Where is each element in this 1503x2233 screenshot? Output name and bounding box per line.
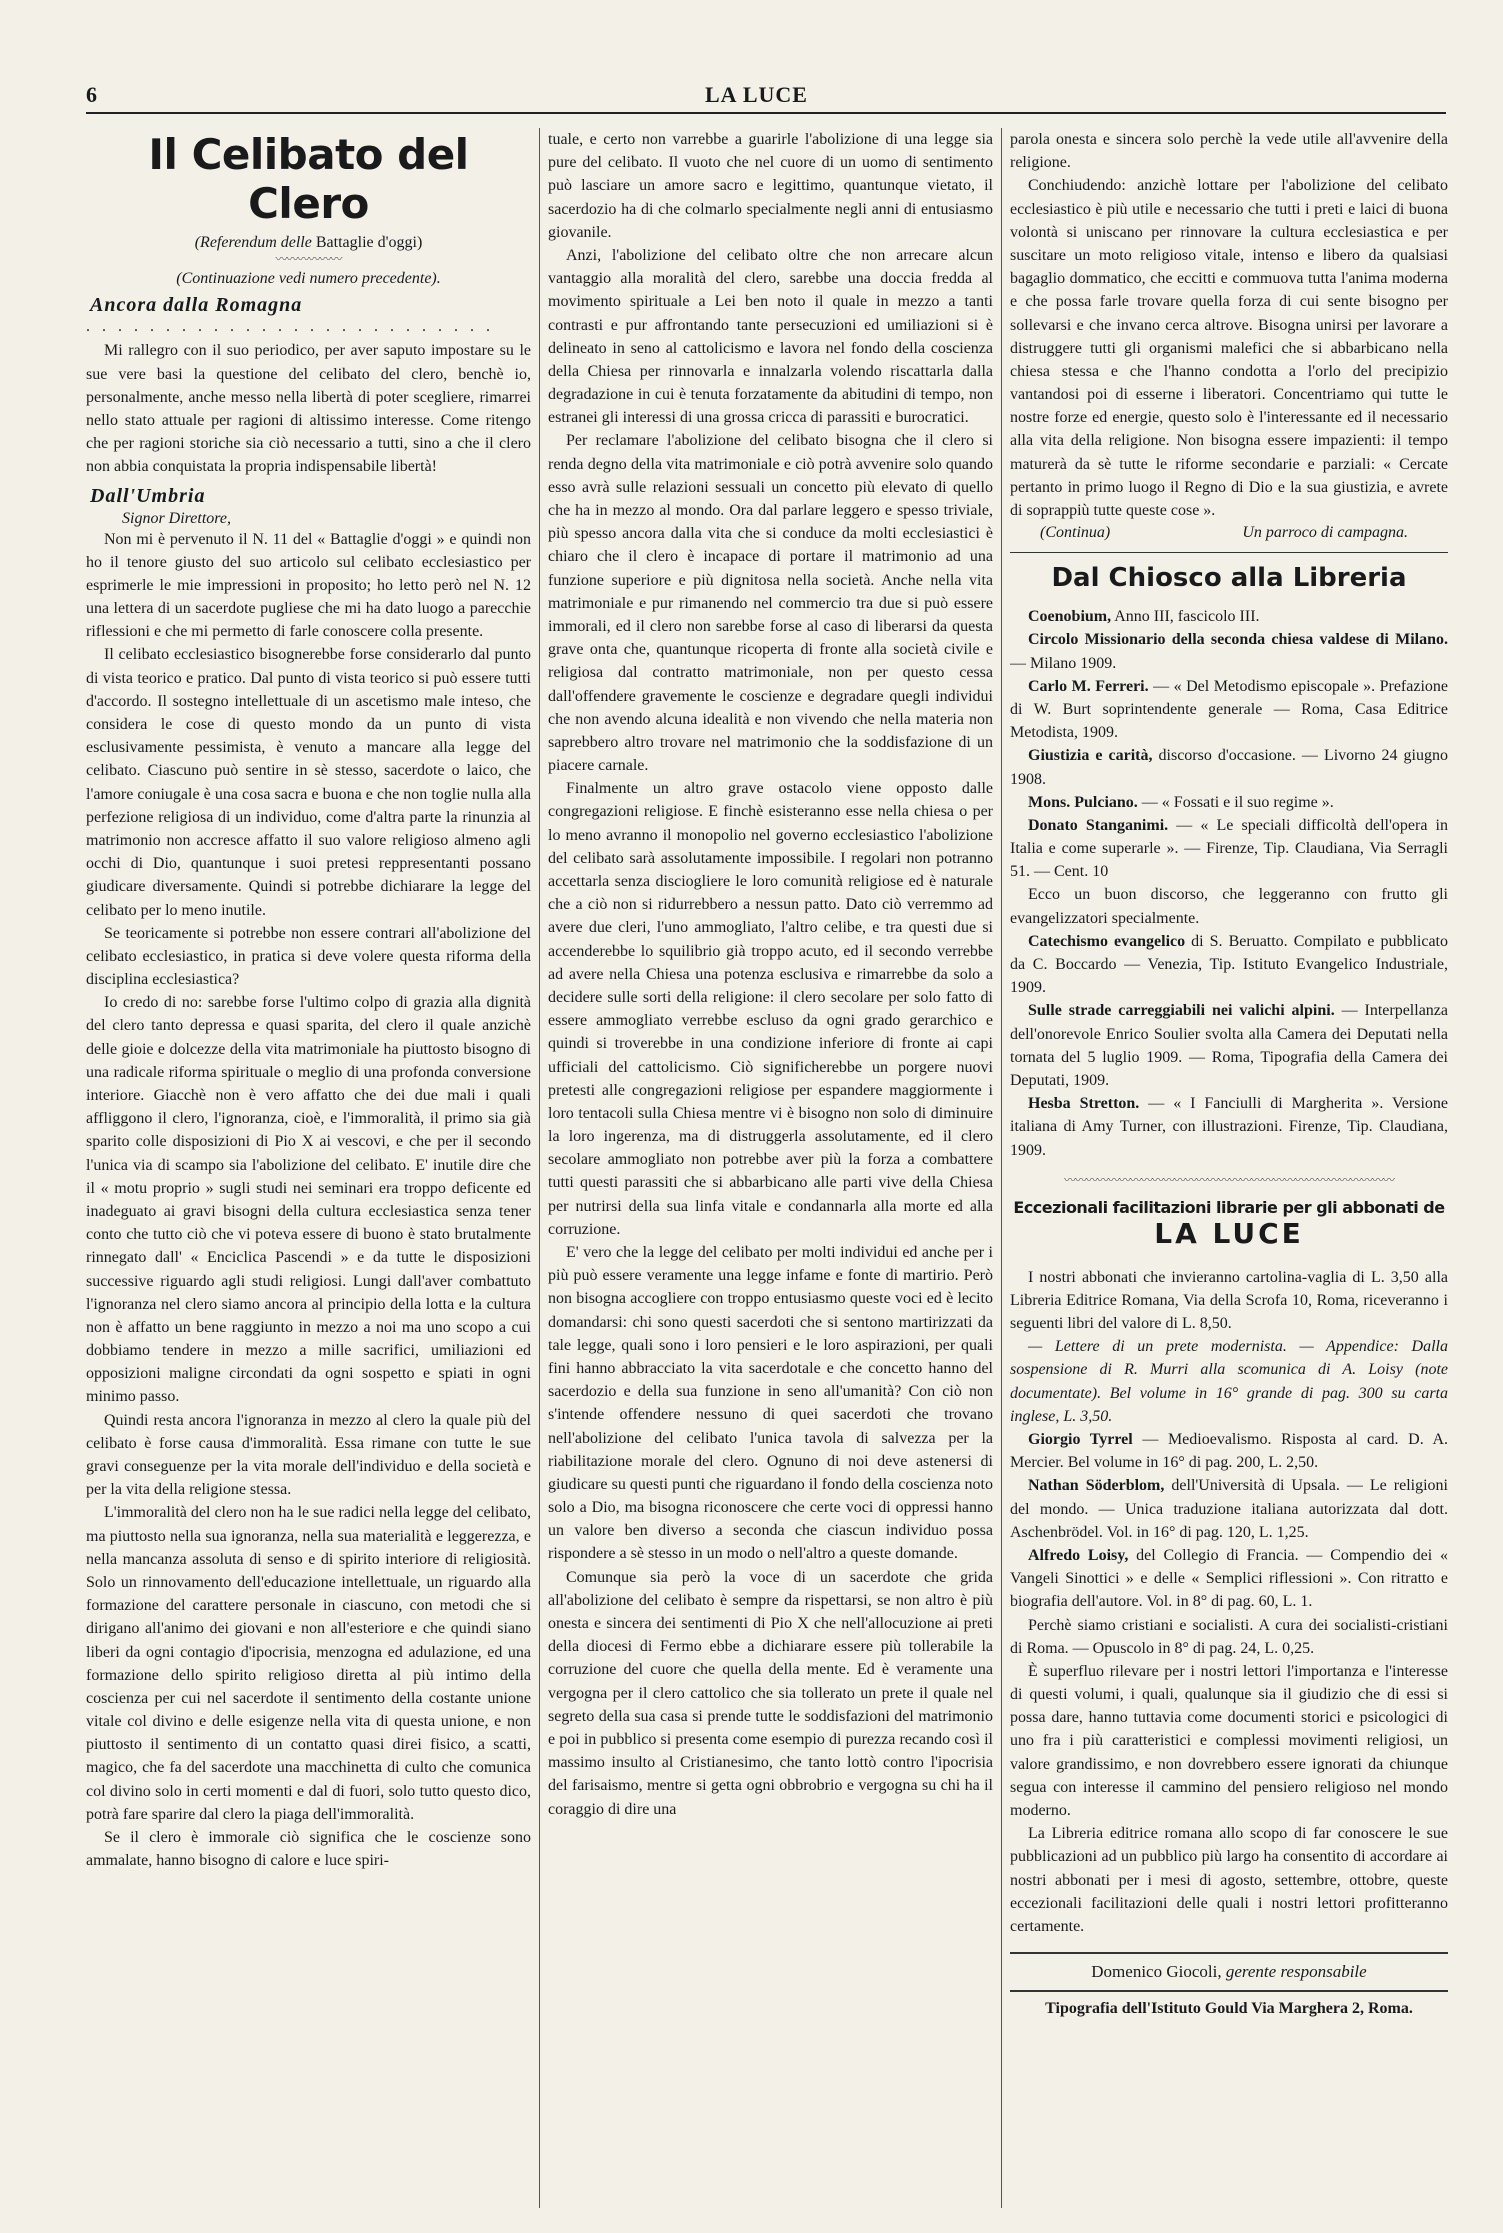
section-title-romagna: Ancora dalla Romagna xyxy=(90,294,303,317)
article-subtitle xyxy=(86,232,531,254)
book-entry: Carlo M. Ferreri. — « Del Metodismo episcopale ». Prefazione di W. Burt soprintendente generale — Roma, Casa Editrice Metodista, 1909. xyxy=(1010,677,1448,742)
book-entry: Mons. Pulciano. — « Fossati e il suo regime ». xyxy=(1028,793,1334,811)
book-entry: Circolo Missionario della seconda chiesa valdese di Milano. — Milano 1909. xyxy=(1010,631,1448,672)
column-1 xyxy=(86,128,531,2208)
column-rule xyxy=(539,128,540,2208)
paragraph: E' vero che la legge del celibato per molti individui ed anche per i più può essere veramente una legge infame e fonte di martirio. Però non bisogna accogliere con troppo entusiasmo queste voci ed è lecito domandarsi: chi sono questi sacerdoti che si sentono martirizzati da tale legge, quali sono i loro pensieri e le loro aspirazioni, per quali fini hanno abbracciato la vita sacerdotale e che concetto hanno del sacerdozio e della sua funzione in seno all'umanità? Con ciò non s'intende offendere nessuno di quei sacerdoti che trovano nell'abolizione del celibato l'unica tavola di salvezza per la riabilitazione morale del clero. Ognuno di noi deve astenersi di giudicare su questi punti che riguardano il fondo della coscienza noto solo a Dio, ma bisogna riconoscere che certe voci di oppressi hanno un valore ben diverso a seconda che ciascun individuo possa rispondere a sè stesso in un modo o nell'altro a queste domande. xyxy=(548,1244,993,1563)
paragraph: Mi rallegro con il suo periodico, per aver saputo impostare su le sue vere basi la questione del celibato del clero, benchè io, personalmente, anche messo nella libertà di poter scegliere, rimarrei nello stato attuale per ragioni di altissimo interesse. Come ritengo che per ragioni storiche sia ciò necessario a tutti, sino a che il clero non abbia conquistata la propria indispensabile libertà! xyxy=(86,342,531,476)
ad-paragraph: La Libreria editrice romana allo scopo di far conoscere le sue pubblicazioni ad un pubblico più largo ha consentito di accordare ai nostri abbonati per i mesi di agosto, settembre, ottobre, queste eccezionali facilitazioni delle quali i nostri lettori profitteranno certamente. xyxy=(1010,1825,1448,1935)
column-2 xyxy=(548,128,993,2208)
article-title: Il Celibato del Clero xyxy=(148,130,469,228)
ad-paragraph: Nathan Söderblom, dell'Università di Upsala. — Le religioni del mondo. — Unica traduzione italiana autorizzata dal dott. Aschenbrödel. Vol. in 16° di pag. 120, L. 1,25. xyxy=(1010,1477,1448,1541)
book-entry: Donato Stanganimi. — « Le speciali difficoltà dell'opera in Italia e come superarle ». — Firenze, Tip. Claudiana, Via Serragli 51. — Cent. 10 xyxy=(1010,816,1448,881)
subtitle-italic: (Referendum delle xyxy=(194,234,312,251)
article-signature xyxy=(1010,524,1448,542)
paragraph: Conchiudendo: anzichè lottare per l'abolizione del celibato ecclesiastico è più utile e necessario che tutti i preti e laici di buona volontà si uniscano per rinnovare la cultura ecclesiastica e per suscitare un moto religioso vitale, intenso e libero da qualsiasi bagaglio dommatico, che eccitti e commuova tutta l'anima moderna e che possa farle trovare quella forza di cui sente bisogno per sollevarsi e che invano cerca altrove. Bisogna unirsi per lavorare a distruggere tutti gli organismi malefici che si abbarbicano nella chiesa stessa e che l'hanno condotta a l'orlo del precipizio vantandosi poi di esserne i liberatori. Concentriamo qui tutte le nostre forze ed energie, questo solo è l'interessante ed il necessario alla vita della religione. Non bisogna essere impazienti: il tempo maturerà da sè tutte le riforme secondarie e parziali: « Cercate pertanto in primo luogo il Regno di Dio e la sua giustizia, e avrete di soprappiù tutte queste cose ». xyxy=(1010,177,1448,519)
divider xyxy=(1010,1952,1448,1954)
columns xyxy=(86,128,1448,2208)
subtitle-rest: Battaglie d'oggi) xyxy=(315,234,423,251)
paragraph: Comunque sia però la voce di un sacerdote che grida all'abolizione del celibato è sempre da rispettarsi, se non altro è più onesta e sincera dei sentimenti di Pio X che nell'allocuzione ai preti della diocesi di Fermo ebbe a dichiarare essere più tollerabile la corruzione del cuore che quella della mente. Ed è veramente una vergogna per il clero cattolico che sia tollerato un prete il quale nel segreto della sua casa si prende tutte le soddisfazioni del matrimonio e poi in pubblico si presenta come esempio di purezza recando così il massimo insulto al Cristianesimo, che tanto lottò contro l'ipocrisia del farisaismo, mentre si getta ogni obbrobrio e vergogna su chi ha il coraggio di dire una xyxy=(548,1568,993,1818)
gerente-line xyxy=(1010,1962,1448,1982)
ad-paragraph: I nostri abbonati che invieranno cartolina-vaglia di L. 3,50 alla Libreria Editrice Romana, Via della Scrofa 10, Roma, riceveranno i seguenti libri del valore di L. 8,50. xyxy=(1010,1268,1448,1333)
ad-heading: Eccezionali facilitazioni librarie per gli abbonati de xyxy=(1013,1197,1445,1217)
divider xyxy=(1010,1990,1448,1992)
paragraph: L'immoralità del clero non ha le sue radici nella legge del celibato, ma piuttosto nella sua ignoranza, nella sua materialità e leggerezza, e nella mancanza assoluta di senso e di spirito interiore di religiosità. Solo un rinnovamento dell'educazione intellettuale, un riguardo alla formazione del carattere personale in ciascuno, con metodi che si dirigano all'animo dei giovani e non all'esteriore e che quindi siano liberi da ogni contagio d'ipocrisia, menzogna ed adulazione, ed una formazione dello spirito religioso diretta al più intimo della coscienza per cui nel sacerdote il sentimento della costante unione vitale col divino e delle esigenze nella vita di questa unione, e non piuttosto il sentimento di un contatto quasi direi fisico, a scatti, magico, che fa del sacerdote una macchinetta di culto che comunica col divino solo in certi momenti e dal di fuori, solo tutto questo dico, potrà fare sparire dal clero la piaga dell'immoralità. xyxy=(86,1504,531,1823)
paragraph: parola onesta e sincera solo perchè la vede utile all'avvenire della religione. xyxy=(1010,131,1448,172)
paragraph: Se teoricamente si potrebbe non essere contrari all'abolizione del celibato ecclesiastico, in pratica si deve volere questa riforma della disciplina ecclesiastica? xyxy=(86,924,531,989)
column-3 xyxy=(1010,128,1448,2208)
book-entry: Catechismo evangelico di S. Beruatto. Compilato e pubblicato da C. Boccardo — Venezia, Tip. Istituto Evangelico Industriale, 1909. xyxy=(1010,932,1448,997)
continuation-note: (Continuazione vedi numero precedente). xyxy=(176,270,441,288)
book-entry-note: Ecco un buon discorso, che leggeranno con frutto gli evangelizzatori specialmente. xyxy=(1010,886,1448,927)
divider xyxy=(1010,552,1448,553)
book-entry: Sulle strade carreggiabili nei valichi alpini. — Interpellanza dell'onorevole Enrico Soulier svolta alla Camera dei Deputati nella tornata del 5 luglio 1909. — Roma, Tipografia della Camera dei Deputati, 1909. xyxy=(1010,1002,1448,1089)
paragraph: Finalmente un altro grave ostacolo viene opposto dalle congregazioni religiose. E finchè esisteranno esse nella chiesa o per lo meno avranno il monopolio nel governo ecclesiastico l'abolizione del celibato sarà assolutamente impossibile. I regolari non potranno accettarla senza disciogliere le loro comunità religiose ed è naturale che a ciò non si ridurrebbero a nessun patto. Dato ciò verremmo ad avere due cleri, l'uno ammogliato, l'altro celibe, e tra questi due si accenderebbe lo squilibrio già troppo acuto, ed il secondo verrebbe ad avere nella Chiesa una potenza esclusiva e rimarrebbe da solo a decidere sulle sorti della religione: il clero secolare per solo fatto di essere ammogliato verrebbe escluso da ogni grado gerarchico e quindi si troverebbe in una condizione inferiore di fronte ai capi ufficiali del cattolicismo. Ciò significherebbe un porgere nuovi pretesti alle congregazioni religiose per espandere maggiormente i loro tentacoli sulla Chiesa mentre vi è bisogno non solo di diminuire la loro ingerenza, ma di distruggerla assolutamente, ed il clero secolare ammogliato non potrebbe aver più la forza a combattere tutti questi parassiti che si abbarbicano alle parti vive della Chiesa per nutrirsi della sua linfa vitale e condannarla alla morte ed alla corruzione. xyxy=(548,780,993,1238)
paragraph: Anzi, l'abolizione del celibato oltre che non arrecare alcun vantaggio alla moralità del clero, sarebbe una doccia fredda al movimento spirituale a Lei ben noto il quale in mezzo a tanti contrasti e pur affrontando tante persecuzioni ed umiliazioni si è delineato in seno al cattolicismo e lavora nel fondo della coscienza della Chiesa per rinnovarla e innalzarla volendo riscattarla dalla degradazione in cui è tenuta forzatamente da abitudini di tempo, non estranei gli interessi di una grossa cricca di parassiti e burocratici. xyxy=(548,246,993,427)
masthead: LA LUCE xyxy=(705,82,808,107)
paragraph: Se il clero è immorale ciò significa che le coscienze sono ammalate, hanno bisogno di calore e luce spiri- xyxy=(86,1829,531,1870)
salutation: Signor Direttore, xyxy=(122,509,232,527)
ad-logo: LA LUCE xyxy=(1154,1216,1304,1250)
ad-paragraph: Alfredo Loisy, del Collegio di Francia. — Compendio dei « Vangeli Sinottici » e delle « Semplici riflessioni ». Con ritratto e biografia dell'autore. Vol. in 8° di pag. 60, L. 1. xyxy=(1010,1546,1448,1611)
wavy-ornament: 〰〰〰〰〰〰 xyxy=(275,252,342,267)
ad-paragraph: Perchè siamo cristiani e socialisti. A cura dei socialisti-cristiani di Roma. — Opuscolo in 8° di pag. 24, L. 0,25. xyxy=(1010,1616,1448,1657)
book-entry: Hesba Stretton. — « I Fanciulli di Margherita ». Versione italiana di Amy Turner, con illustrazioni. Firenze, Tip. Claudiana, 1909. xyxy=(1010,1095,1448,1159)
dots-separator: . . . . . . . . . . . . . . . . . . . . . . . . . . xyxy=(86,319,494,336)
author-signature: Un parroco di campagna. xyxy=(1242,524,1408,542)
paragraph: tuale, e certo non varrebbe a guarirle l'abolizione di una legge sia pure del celibato. Il vuoto che nel cuore di un uomo di sentimento può lasciare un amore sacro e legittimo, quantunque vietato, il sacerdozio ha di che colmarlo specialmente negli anni di entusiasmo giovanile. xyxy=(548,131,993,241)
book-entry: Giustizia e carità, discorso d'occasione. — Livorno 24 giugno 1908. xyxy=(1010,747,1448,788)
column-rule xyxy=(1001,128,1002,2208)
page-header xyxy=(86,78,1446,114)
gerente-name: Domenico Giocoli, xyxy=(1091,1962,1222,1982)
book-entry: Coenobium, Anno III, fascicolo III. xyxy=(1028,608,1260,626)
page-number: 6 xyxy=(86,82,97,107)
ad-paragraph: È superfluo rilevare per i nostri lettori l'importanza e l'interesse di questi volumi, i quali, qualunque sia il giudizio che di essi si possa dare, hanno tuttavia come documenti storici e psicologici di uno fra i più caratteristici e complessi movimenti religiosi, un valore grandissimo, e non dovrebbero essere ignorati da chiunque segua con interesse il cammino del pensiero religioso nel mondo moderno. xyxy=(1010,1662,1448,1819)
section-title-umbria: Dall'Umbria xyxy=(90,484,206,507)
printer-line: Tipografia dell'Istituto Gould Via Marghera 2, Roma. xyxy=(1045,2000,1413,2018)
paragraph: Per reclamare l'abolizione del celibato bisogna che il clero si renda degno della vita matrimoniale e ciò potrà avvenire solo quando esso avrà sulle relazioni sessuali un concetto più elevato di quello che ha in mezzo al mondo. Ora dal parlare leggero e spesso triviale, più spesso ancora dalla vita che si conduce da molti ecclesiastici è chiaro che il clero è incapace di portare il matrimonio ad una funzione superiore e più dignitosa nella società. Anche nella vita matrimoniale e pur rimanendo nel commercio tra due si può essere immorali, ed il clero non sarebbe forse al caso di liberarsi da questa grave onta che, quantunque ricoperta di fronte alla società civile e religiosa dal contratto matrimoniale, non per questo cessa dall'offendere gravemente le coscienze e degradare quegli individui che non avendo alcuna idealità e non vivendo che nella materia non saprebbero altro trovare nel matrimonio che la soddisfazione di un piacere carnale. xyxy=(548,432,993,775)
ad-paragraph: — Lettere di un prete modernista. — Appendice: Dalla sospensione di R. Murri alla scomunica di A. Loisy (note documentate). Bel volume in 16° grande di pag. 300 su carta inglese, L. 3,50. xyxy=(1010,1338,1448,1425)
section-title-chiosco: Dal Chiosco alla Libreria xyxy=(1051,563,1407,594)
continua-label: (Continua) xyxy=(1040,524,1111,542)
paragraph: Io credo di no: sarebbe forse l'ultimo colpo di grazia alla dignità del clero tanto depressa e quasi sparita, del clero il quale anzichè delle gioie e dolcezze della vita matrimoniale ha piuttosto bisogno di una radicale riforma spirituale o meglio di una profonda conversione interiore. Giacchè non è vero affatto che dei due mali i quali affliggono il clero, l'ignoranza, cioè, e l'immoralità, il primo sia già sparito colle disposizioni di Pio X ai vescovi, e che per il secondo l'unica via di scampo sia l'abolizione del celibato. E' inutile dire che il « motu proprio » sugli studi nei seminari era troppo deficente ed inadeguato ai gravi bisogni della cultura ecclesiastica senza tener conto che tutto ciò che vi poteva essere di buono è stato brutalmente rinnegato dall' « Enciclica Pascendi » e da tutte le disposizioni successive riguardo agli studi religiosi. Lungi dall'aver combattuto l'ignoranza nel clero siamo ancora al principio della lotta e la cultura non è affatto un bene raggiunto in mezzo a noi ma uno scopo a cui dobbiamo tendere in mezzo a mille sacrifici, umiliazioni ed opposizioni maligne circondati da ogni sospetto e spiati in ogni minimo passo. xyxy=(86,994,531,1406)
wavy-divider: 〰〰〰〰〰〰〰〰〰〰〰〰〰〰〰〰〰〰〰〰〰〰〰〰〰〰〰〰〰〰 xyxy=(1063,1173,1394,1186)
paragraph: Non mi è pervenuto il N. 11 del « Battaglie d'oggi » e quindi non ho il tenore giusto del suo articolo sul celibato ecclesiastico per esprimerle le mie impressioni in proposito; ho letto però nel N. 12 una lettera di un sacerdote pugliese che mi ha dato luogo a parecchie riflessioni e che mi permetto di farle conoscere colla presente. xyxy=(86,530,531,641)
ad-paragraph: Giorgio Tyrrel — Medioevalismo. Risposta al card. D. A. Mercier. Bel volume in 16° di pag. 200, L. 2,50. xyxy=(1010,1431,1448,1472)
paragraph: Quindi resta ancora l'ignoranza in mezzo al clero la quale più del celibato è forse causa d'immoralità. Essa rimane con tutte le sue gravi conseguenze per la vita morale dell'individuo e della società e per la vita della religione stessa. xyxy=(86,1411,531,1499)
gerente-role: gerente responsabile xyxy=(1225,1962,1367,1982)
paragraph: Il celibato ecclesiastico bisognerebbe forse considerarlo dal punto di vista teorico e pratico. Dal punto di vista teorico si può essere tutti d'accordo. Il sostegno intellettuale di un ascetismo male inteso, che considera le cose di questo mondo da un punto di vista esclusivamente pessimista, è venuto a mancare alla legge del celibato. Ciascuno può sentire in sè stesso, sacerdote o laico, che l'amore coniugale è una cosa sacra e buona e che non toglie nulla alla perfezione religiosa di un individuo, come d'altra parte la rinunzia al matrimonio non accresce affatto il suo valore religioso almeno agli occhi di Dio, quantunque i suoi pretesi reppresentanti possano giudicare diversamente. Quindi si potrebbe dichiarare la legge del celibato per lo meno inutile. xyxy=(86,646,531,919)
